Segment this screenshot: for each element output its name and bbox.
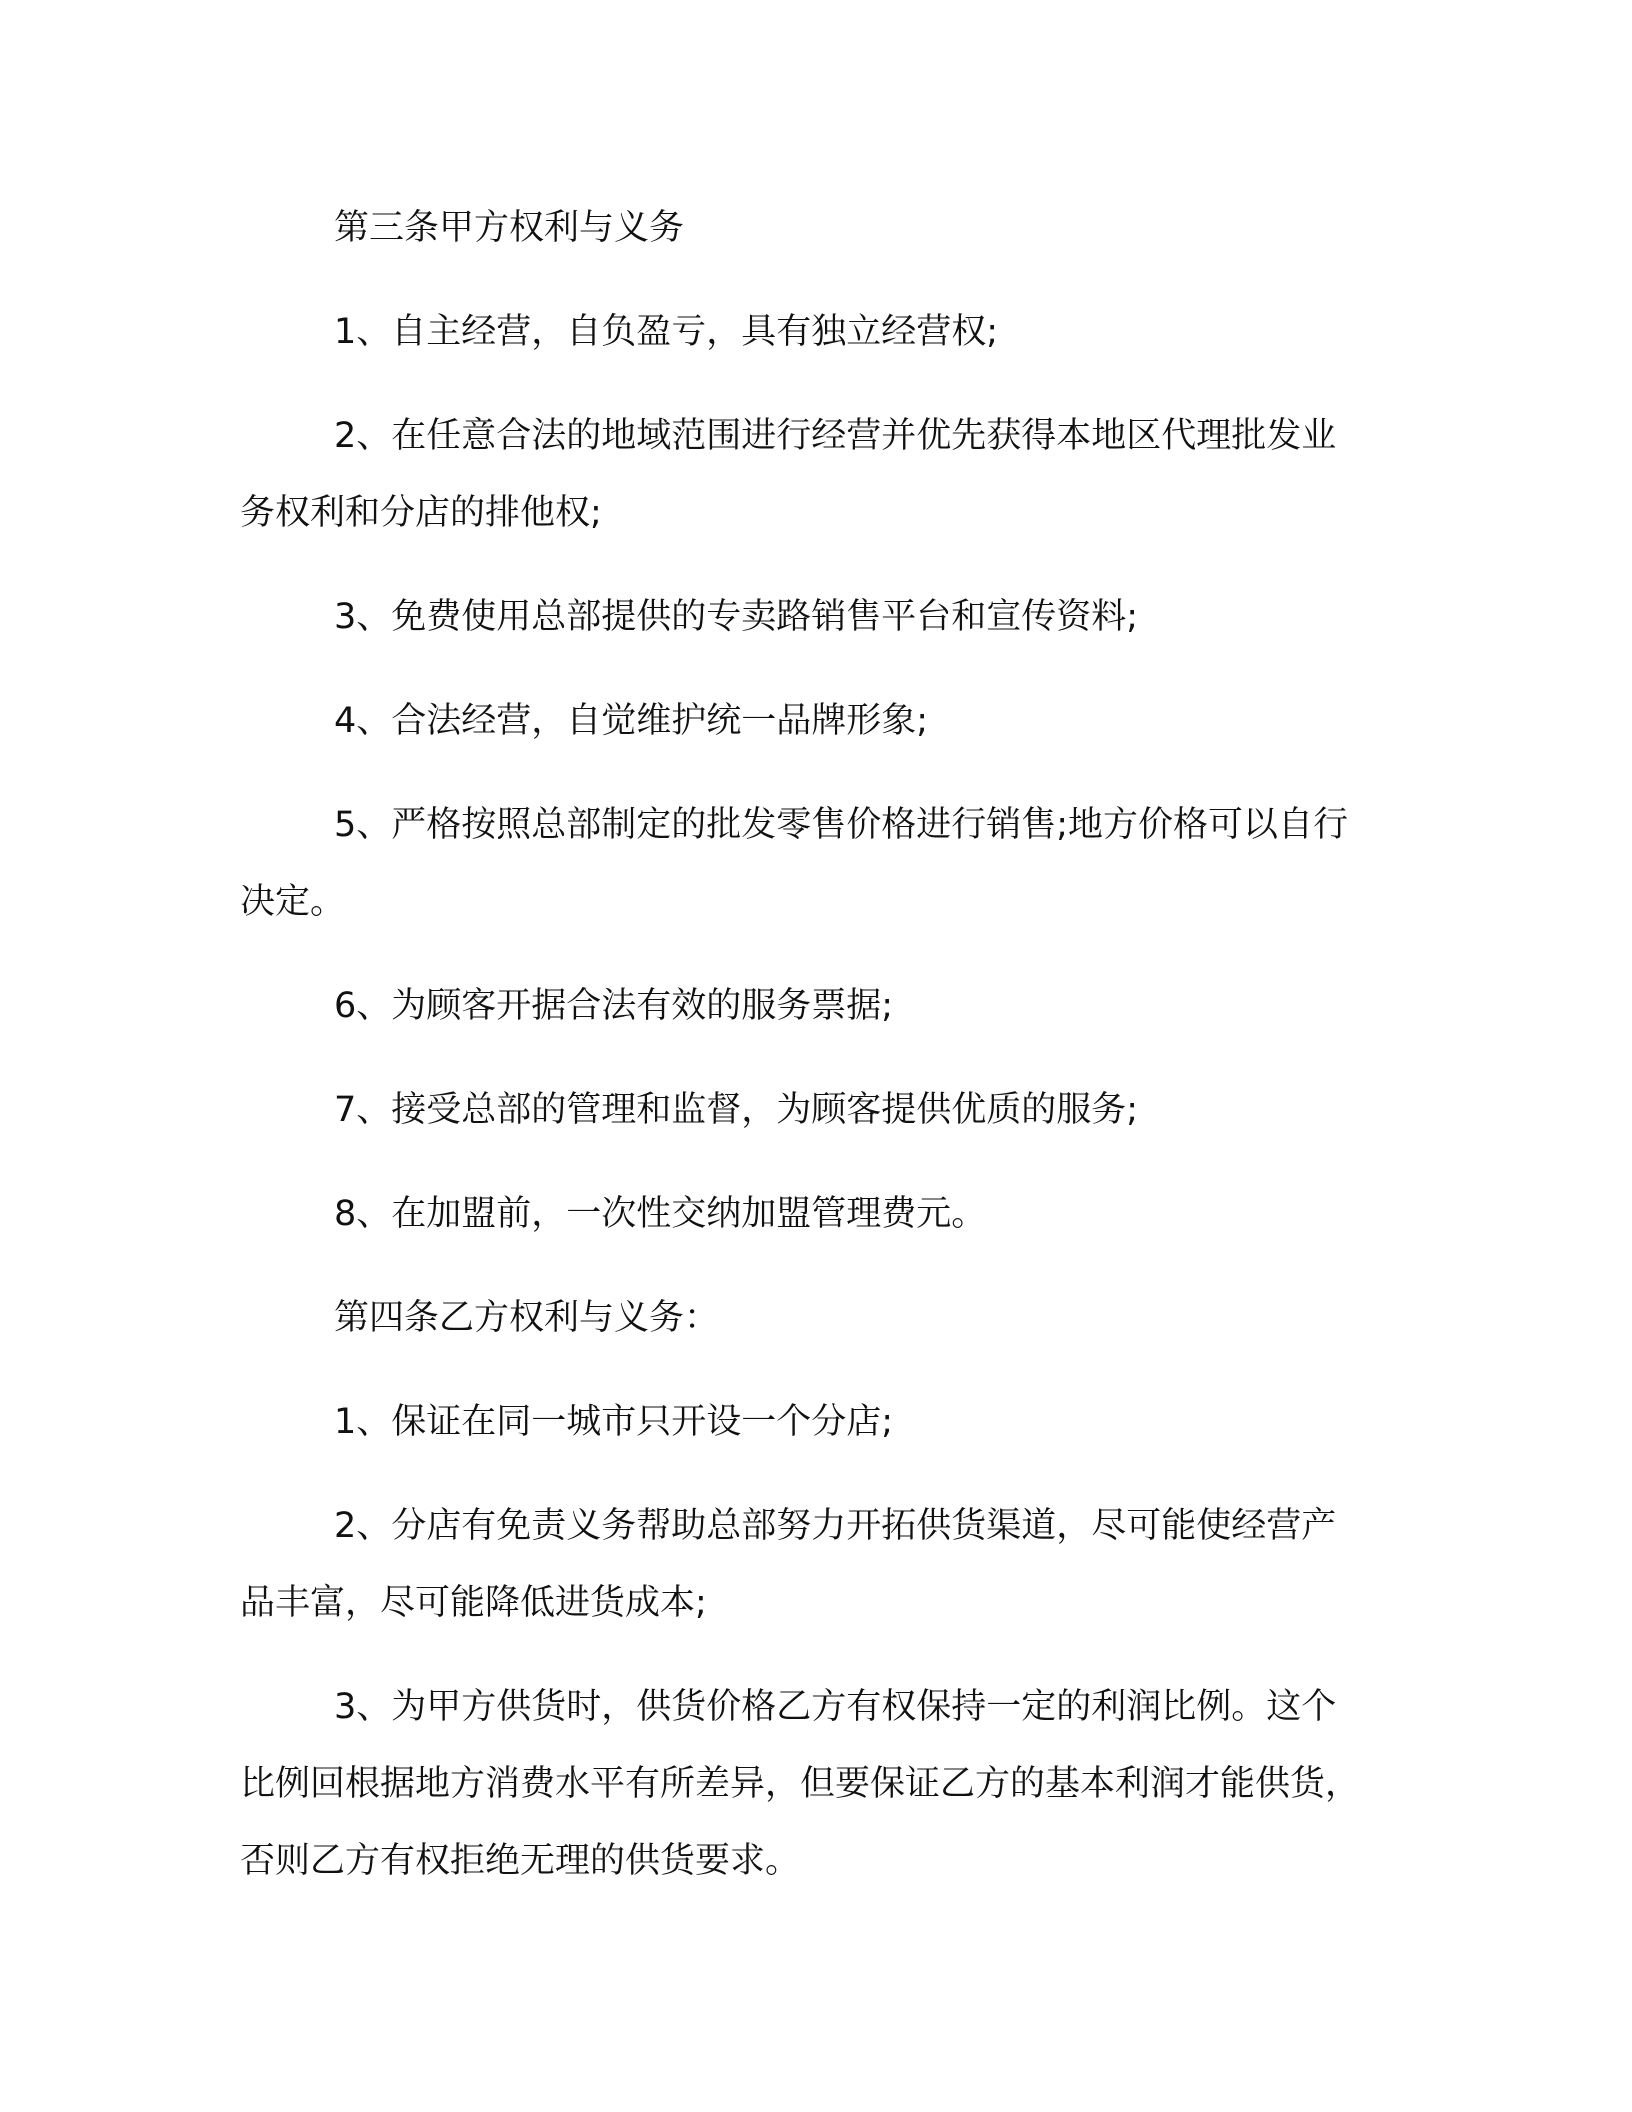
section-heading-article-3: 第三条甲方权利与义务 — [334, 208, 685, 248]
clause-3-5: 5、严格按照总部制定的批发零售价格进行销售;地方价格可以自行决定。 — [240, 805, 1349, 922]
clause-4-3: 3、为甲方供货时，供货价格乙方有权保持一定的利润比例。这个比例回根据地方消费水平有所差异，但要保证乙方的基本利润才能供货，否则乙方有权拒绝无理的供货要求。 — [240, 1687, 1361, 1881]
clause-3-4: 4、合法经营，自觉维护统一品牌形象; — [334, 701, 929, 741]
document-body — [240, 190, 1370, 1927]
clause-3-7: 7、接受总部的管理和监督，为顾客提供优质的服务; — [334, 1090, 1139, 1130]
clause-3-1: 1、自主经营，自负盈亏，具有独立经营权; — [334, 312, 999, 352]
clause-4-1: 1、保证在同一城市只开设一个分店; — [334, 1402, 894, 1442]
clause-3-8: 8、在加盟前，一次性交纳加盟管理费元。 — [334, 1194, 987, 1234]
clause-3-6: 6、为顾客开据合法有效的服务票据; — [334, 986, 894, 1026]
section-heading-article-4: 第四条乙方权利与义务： — [334, 1298, 720, 1338]
clause-3-2: 2、在任意合法的地域范围进行经营并优先获得本地区代理批发业务权利和分店的排他权; — [240, 416, 1337, 533]
clause-3-3: 3、免费使用总部提供的专卖路销售平台和宣传资料; — [334, 597, 1139, 637]
clause-4-2: 2、分店有免责义务帮助总部努力开拓供货渠道，尽可能使经营产品丰富，尽可能降低进货成本; — [240, 1506, 1337, 1623]
